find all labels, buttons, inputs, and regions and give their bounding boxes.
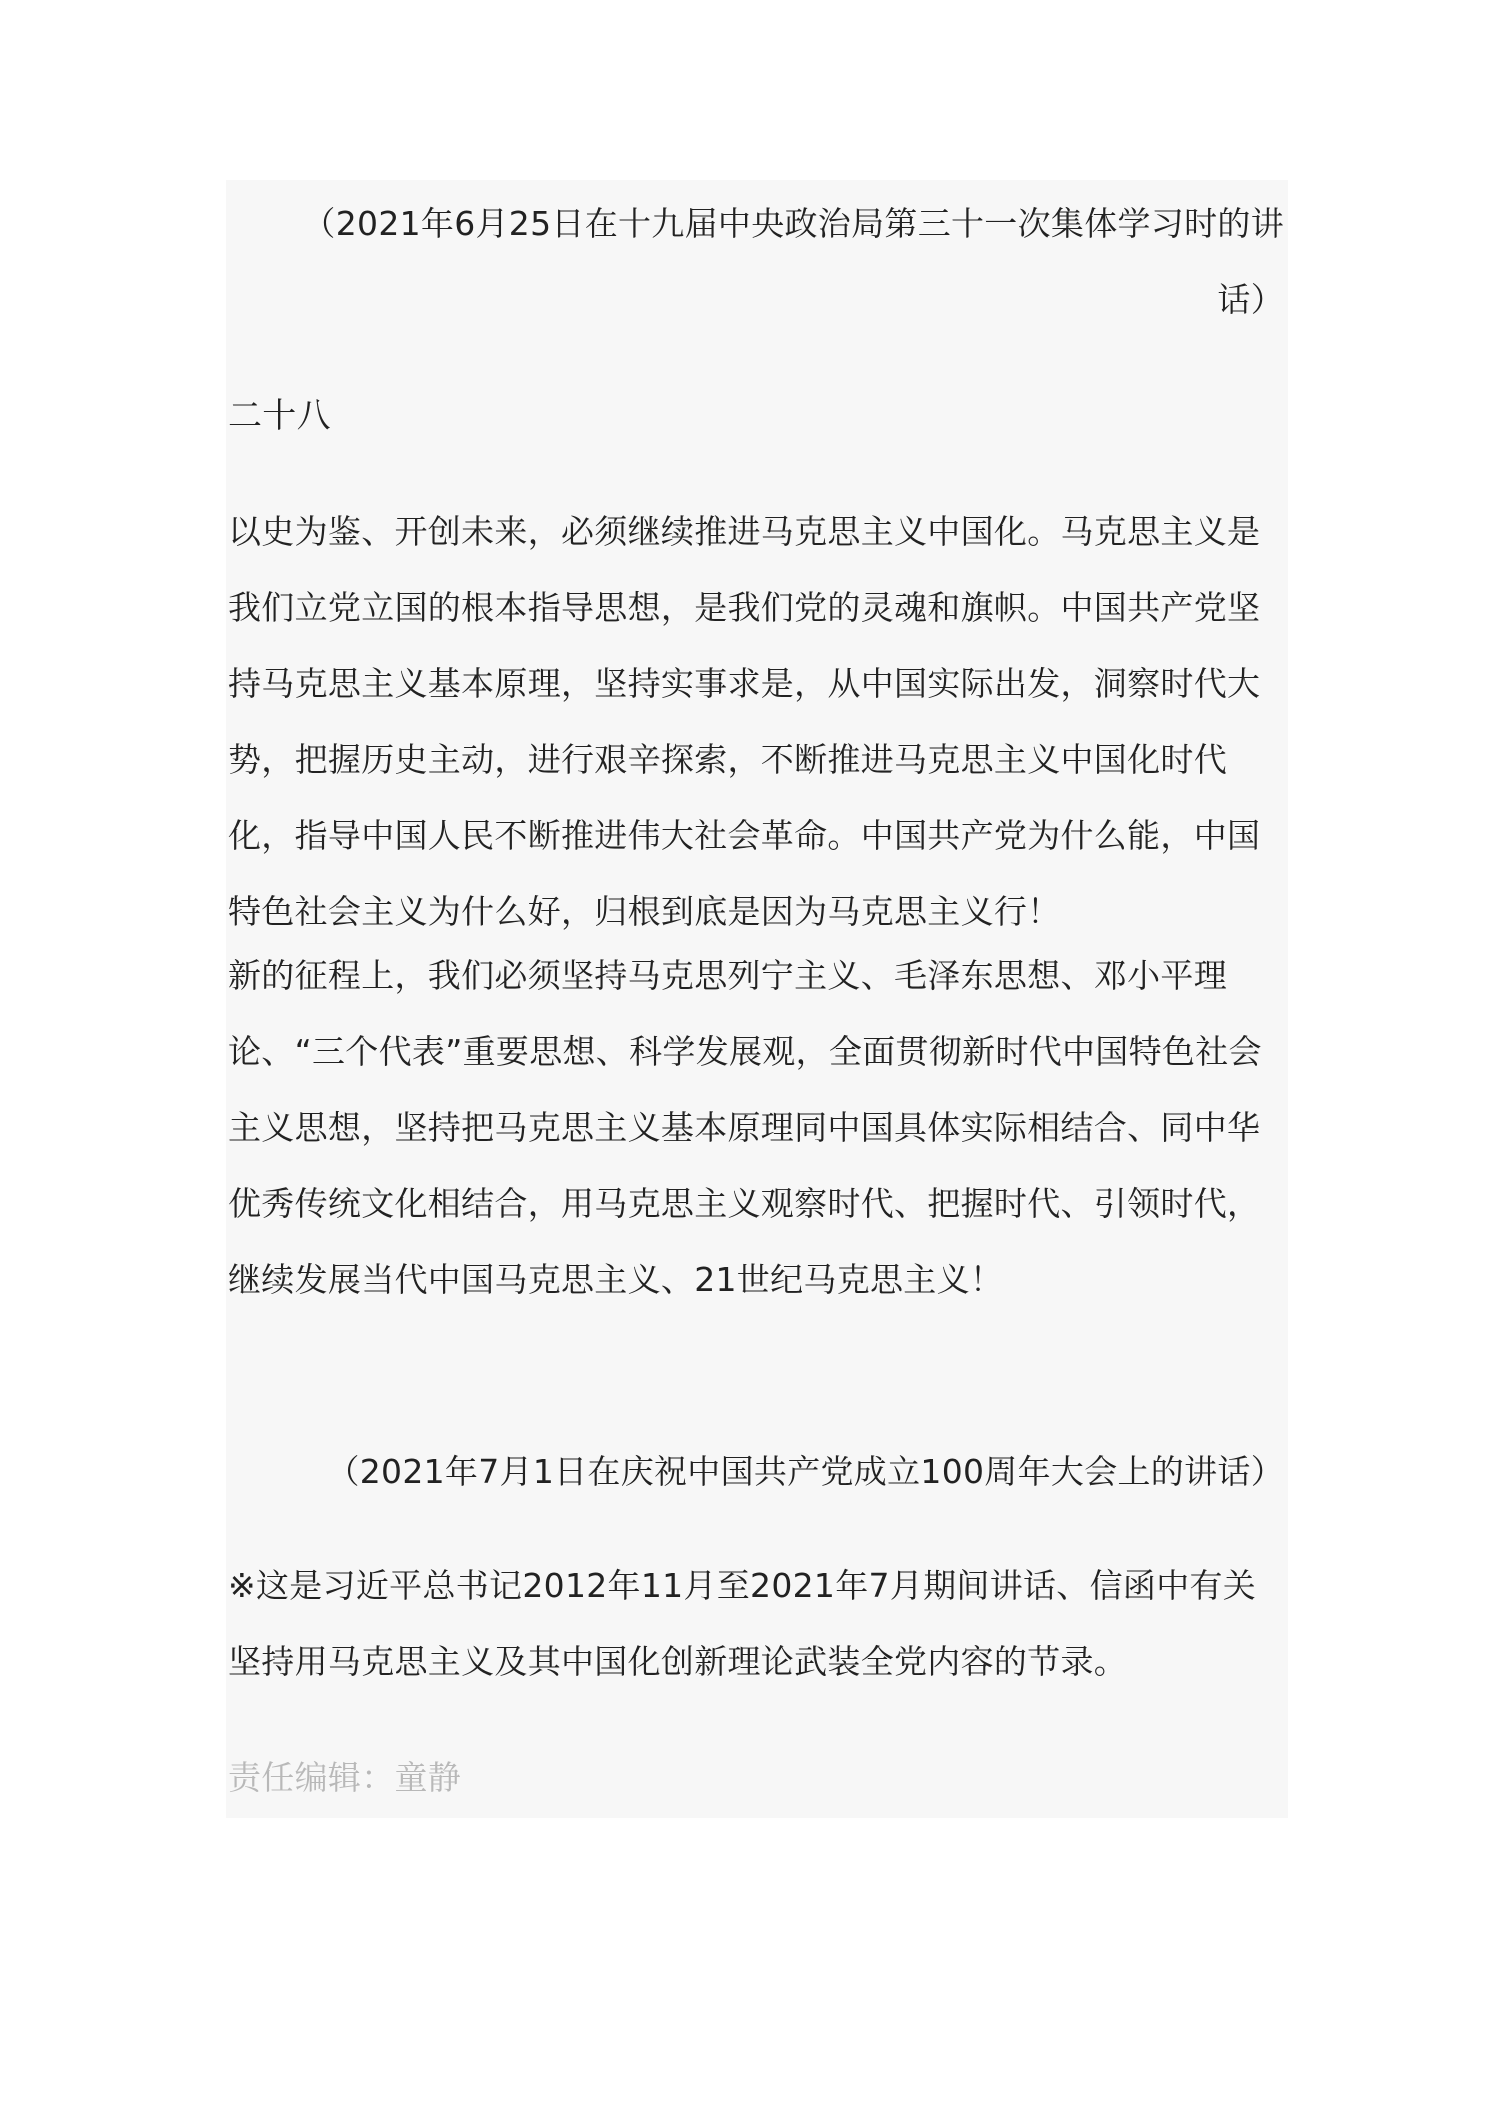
speech-caption-july: （2021年7月1日在庆祝中国共产党成立100周年大会上的讲话） (326, 1452, 1284, 1491)
paragraph-new-journey: 新的征程上，我们必须坚持马克思列宁主义、毛泽东思想、邓小平理论、“三个代表”重要思想、科学发展观，全面贯彻新时代中国特色社会主义思想，坚持把马克思主义基本原理同中国具体实际相结合、同中华优秀传统文化相结合，用马克思主义观察时代、把握时代、引领时代，继续发展当代中国马克思主义、21世纪马克思主义！ (228, 956, 1262, 1299)
speech-caption-june: （2021年6月25日在十九届中央政治局第三十一次集体学习时的讲话） (302, 204, 1284, 319)
excerpt-note: ※这是习近平总书记2012年11月至2021年7月期间讲话、信函中有关坚持用马克思主义及其中国化创新理论武装全党内容的节录。 (228, 1566, 1257, 1681)
paragraph-marxism-sinicization: 以史为鉴、开创未来，必须继续推进马克思主义中国化。马克思主义是我们立党立国的根本指导思想，是我们党的灵魂和旗帜。中国共产党坚持马克思主义基本原理，坚持实事求是，从中国实际出发，洞察时代大势，把握历史主动，进行艰辛探索，不断推进马克思主义中国化时代化，指导中国人民不断推进伟大社会革命。中国共产党为什么能，中国特色社会主义为什么好，归根到底是因为马克思主义行！ (228, 512, 1261, 931)
responsible-editor: 责任编辑：童静 (228, 1758, 462, 1797)
section-number: 二十八 (228, 396, 331, 436)
